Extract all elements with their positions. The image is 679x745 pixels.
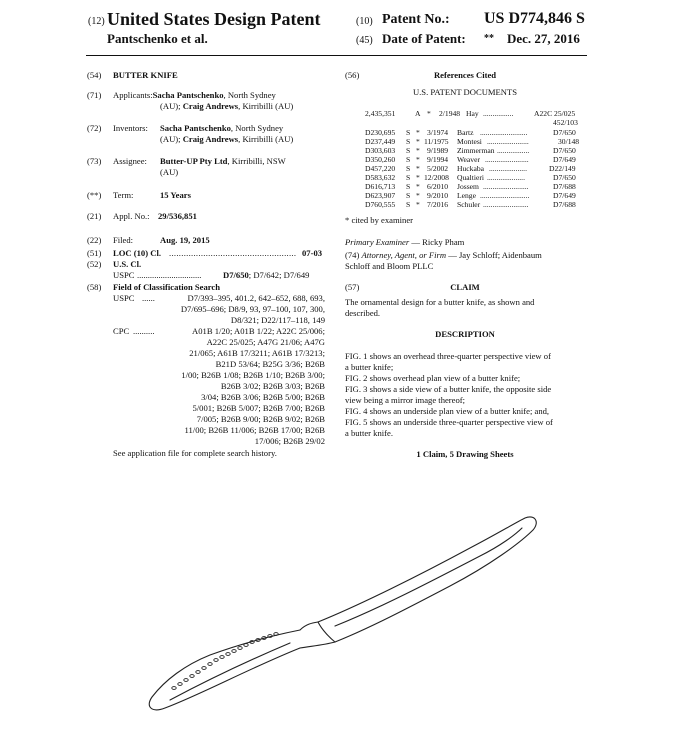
uspc-search-lines: D7/393–395, 401.2, 642–652, 688, 693, D7/695–696; D8/9, 93, 97–100, 107, 300, D8/321; D22/117–118, 149 [180,293,325,325]
claims-and-sheets: 1 Claim, 5 Drawing Sheets [416,449,514,459]
reference-row: D583,632 S * 12/2008 Qualtieri .................... D7/650 [365,173,576,182]
desc-line: FIG. 5 shows an underside three-quarter perspective view of [345,417,553,427]
bolster-line [318,622,335,642]
primary-examiner: Primary Examiner — Ricky Pham [345,237,465,247]
date-label: Date of Patent: [382,31,466,46]
desc-line: a butter knife. [345,428,393,438]
right-column: (56) References Cited U.S. PATENT DOCUMENTS 2,435,351 A * 2/1948 Hay ................ A22C 25/025 452/103 D230,695 S * 3/1974 Bartz ......................... D7/650 D237,449 S * 11/1975 Montesi ...................... 30/148 D303,603 S * 9/1989 Zimmerman ................. D7/650 D350,260 S * 9/1994 Weaver ....................... D7/649 D457,220 S * 5/2002 Huckaba .................... D22/149 D583,632 S * 12/2008 Qualtieri .................... D7/650 D616,713 S * 6/2010 Jossem ........................ D7/688 D623,907 S * 9/2010 Lenge .......................... D7/649 D760,555 S * 7/2016 Schuler ........................ D7/688 * cited by examiner Primary Examiner — Ricky Pham (74) Attorney, Agent, or Firm — Jay Schloff; Aidenbaum Schloff and Bloom PLLC (57) CLAIM The ornamental design for a butter knife, as shown and described. DESCRIPTION FIG. 1 shows an overhead three-quarter perspective view of a butter knife; FIG. 2 shows overhead plan view of a butter knife; FIG. 3 shows a side view of a butter knife, the opposite side view being a mirror image thereof; FIG. 4 shows an underside plan view of a butter knife; and, FIG. 5 shows an underside three-quarter perspective view of a butter knife. 1 Claim, 5 Drawing Sheets [345,70,590,450]
desc-line: FIG. 4 shows an underside plan view of a butter knife; and, [345,406,550,416]
desc-line: FIG. 3 shows a side view of a butter knife, the opposite side [345,384,552,394]
neck-bottom [300,642,335,648]
attorney-line-1: (74) Attorney, Agent, or Firm — Jay Schloff; Aidenbaum [345,250,542,260]
cited-by-examiner: * cited by examiner [345,215,414,225]
claim-title: CLAIM [450,282,480,292]
reference-row: D457,220 S * 5/2002 Huckaba .................... D22/149 [365,164,576,173]
date-stars: ** [484,33,494,44]
us-patent-documents: U.S. PATENT DOCUMENTS [412,87,518,97]
search-history-note: See application file for complete search history. [113,448,277,458]
reference-row: D237,449 S * 11/1975 Montesi ...................... 30/148 [365,137,580,146]
reference-row: D350,260 S * 9/1994 Weaver ....................... D7/649 [365,155,576,164]
patent-type-title: United States Design Patent [107,9,321,29]
desc-line: view being a mirror image thereof; [345,395,466,405]
blade-serrations [172,633,278,690]
attorney-line-2: Schloff and Bloom PLLC [345,261,434,271]
reference-row: D616,713 S * 6/2010 Jossem ........................ D7/688 [365,182,576,191]
patent-no-label: Patent No.: [382,12,450,27]
reference-row: D623,907 S * 9/2010 Lenge .......................... D7/649 [365,191,576,200]
claim-line-1: The ornamental design for a butter knife, as shown and [345,297,535,307]
inventors-short: Pantschenko et al. [107,31,208,46]
blade-outline [149,630,300,710]
code-45: (45) [356,35,373,46]
patent-date: Dec. 27, 2016 [507,31,580,46]
reference-row: D230,695 S * 3/1974 Bartz ......................... D7/650 [365,128,576,137]
cpc-search-lines: A01B 1/20; A01B 1/22; A22C 25/006; A22C 25/025; A47G 21/06; A47G 21/065; A61B 17/3211; A61B 17/3213; B21D 53/64; B25G 3/36; B26B 1/00; B26B 1/08; B26B 1/10; B26B 3/00; B26B 3/02; B26B 3/03; B26B 3/04; B26B 3/06; B26B 5/00; B26B 5/001; B26B 5/007; B26B 7/00; B26B 7/005; B26B 9/00; B26B 9/02; B26B 11/00; B26B 11/006; B26B 17/00; B26B 17/006; B26B 29/02 [181,326,325,446]
claim-line-2: described. [345,308,381,318]
neck-top [300,622,318,630]
handle-outline [318,517,536,642]
reference-row: 2,435,351 A * 2/1948 Hay ................ A22C 25/025 [365,109,576,118]
code-12: (12) [88,16,105,27]
desc-line: FIG. 1 shows an overhead three-quarter perspective view of [345,351,551,361]
reference-row: D303,603 S * 9/1989 Zimmerman ................. D7/650 [365,146,576,155]
handle-highlight [335,528,522,626]
code-10: (10) [356,16,373,27]
design-title: BUTTER KNIFE [113,70,178,80]
reference-row: 452/103 [553,118,578,127]
desc-line: a butter knife; [345,362,394,372]
left-column: (54) BUTTER KNIFE (71) Applicants:Sacha Pantschenko, North Sydney (AU); Craig Andrews, Kirribilli (AU) (72) Inventors: Sacha Pantschenko, North Sydney (AU); Craig Andrews, Kirribilli (AU) (73) Assignee: Butter-UP Pty Ltd, Kirribilli, NSW (AU) (**) Term: 15 Years (21) Appl. No.: 29/536,851 (22) Filed: Aug. 19, 2015 (51) LOC (10) Cl. .................................................... 07-03 (52) U.S. Cl. USPC .............................. D7/650; D7/642; D7/649 (58) Field of Classification Search USPC ...... D7/393–395, 401.2, 642–652, 688, 693, D7/695–696; D8/9, 93, 97–100, 107, 300, D8/321; D22/117–118, 149 CPC .......... A01B 1/20; A01B 1/22; A22C 25/006; A22C 25/025; A47G 21/06; A47G 21/065; A61B 17/3211; A61B 17/3213; B21D 53/64; B25G 3/36; B26B 1/00; B26B 1/08; B26B 1/10; B26B 3/00; B26B 3/02; B26B 3/03; B26B 3/04; B26B 3/06; B26B 5/00; B26B 5/001; B26B 5/007; B26B 7/00; B26B 7/005; B26B 9/00; B26B 9/02; B26B 11/00; B26B 11/006; B26B 17/00; B26B 17/006; B26B 29/02 See application file for complete search history. [87,70,325,458]
desc-line: FIG. 2 shows overhead plan view of a butter knife; [345,373,521,383]
description-title: DESCRIPTION [435,329,495,339]
reference-row: D760,555 S * 7/2016 Schuler ........................ D7/688 [365,200,576,209]
references-title: References Cited [433,70,497,80]
blade-edge [170,643,290,700]
patent-number: US D774,846 S [484,10,585,27]
